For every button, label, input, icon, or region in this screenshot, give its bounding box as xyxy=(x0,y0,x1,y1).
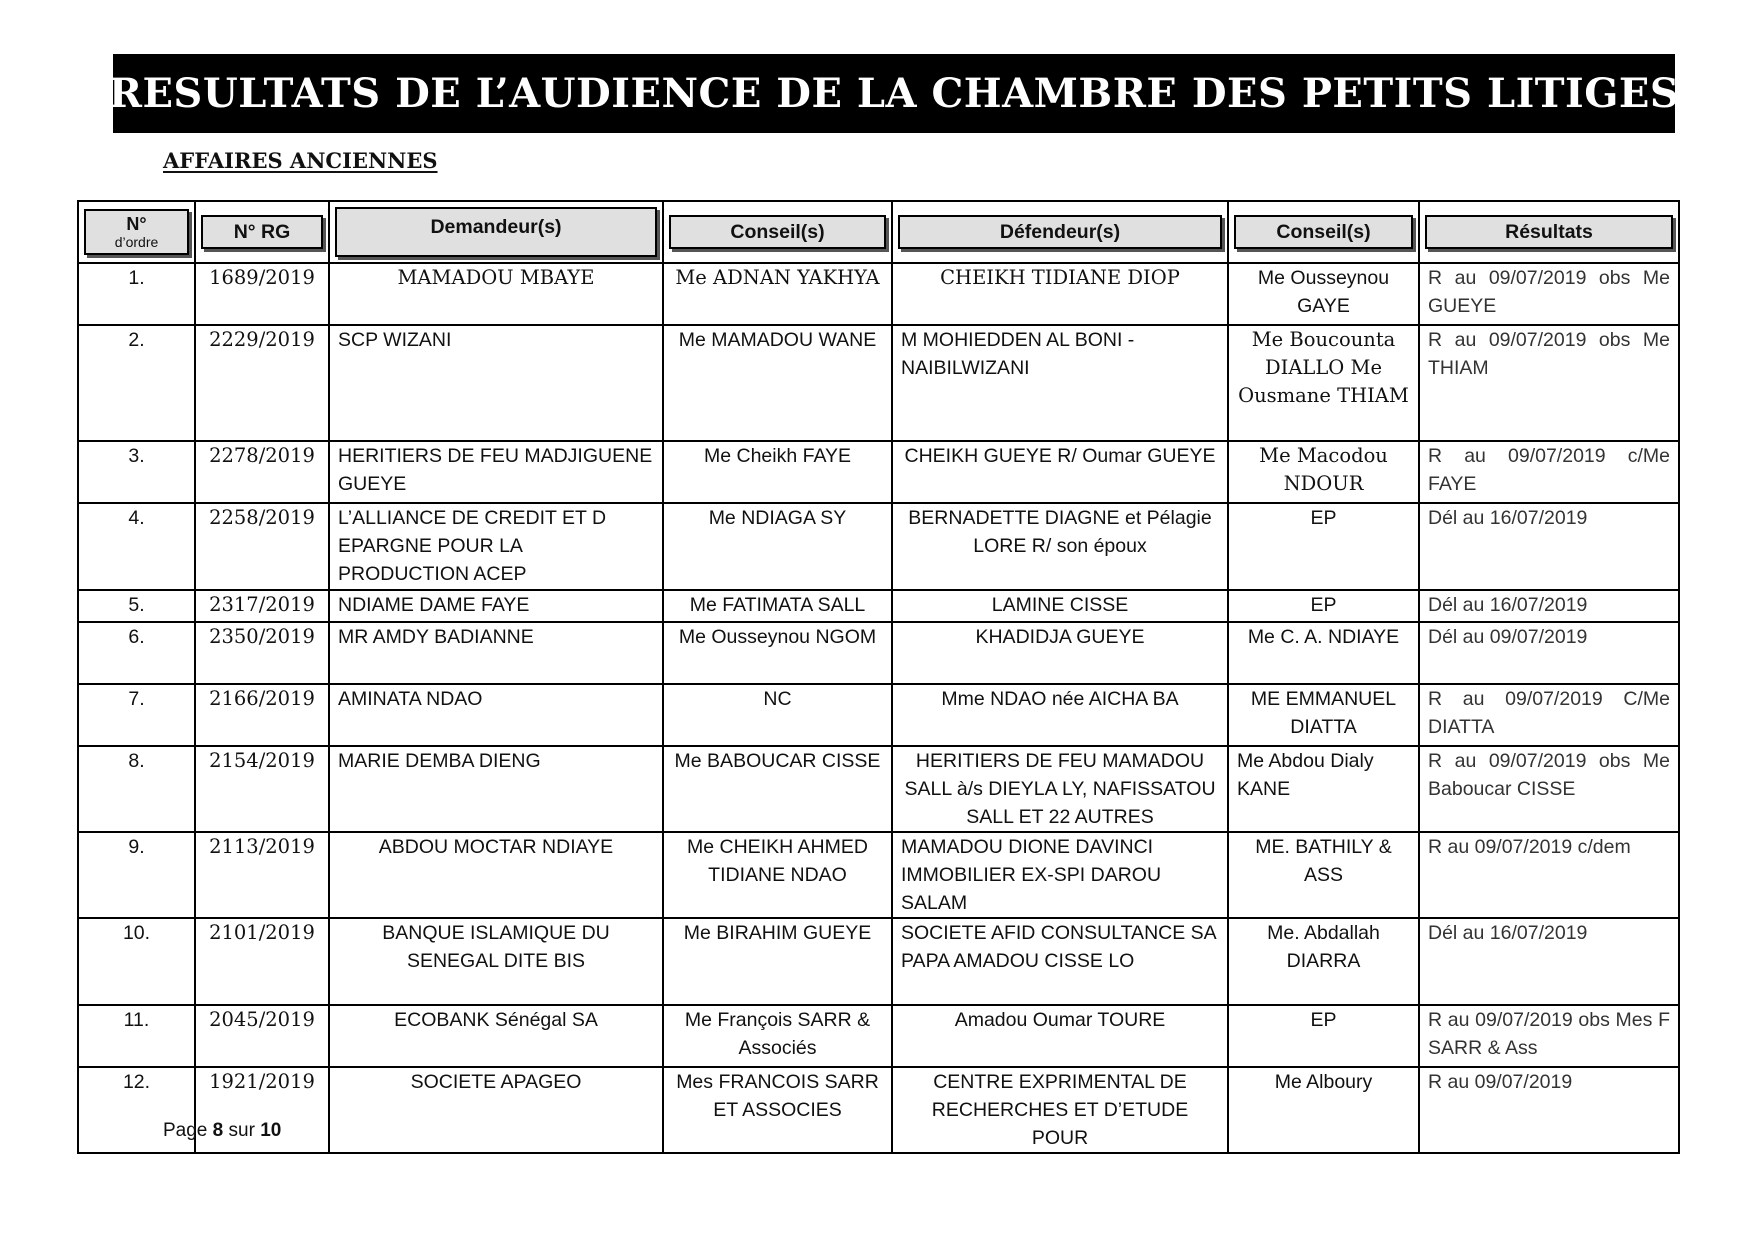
row-demandeur: BANQUE ISLAMIQUE DU SENEGAL DITE BIS xyxy=(329,918,663,1005)
row-resultat: R au 09/07/2019 obs Mes F SARR & Ass xyxy=(1419,1005,1679,1067)
row-demandeur: MAMADOU MBAYE xyxy=(329,263,663,325)
header-rg: N° RG xyxy=(195,201,329,263)
row-defendeur: M MOHIEDDEN AL BONI - NAIBILWIZANI xyxy=(892,325,1228,441)
row-resultat: Dél au 16/07/2019 xyxy=(1419,590,1679,622)
row-defendeur: HERITIERS DE FEU MAMADOU SALL à/s DIEYLA LY, NAFISSATOU SALL ET 22 AUTRES xyxy=(892,746,1228,832)
row-number: 7. xyxy=(78,684,195,746)
table-header-row xyxy=(78,201,1679,263)
table-row xyxy=(78,746,1679,832)
row-demandeur: MR AMDY BADIANNE xyxy=(329,622,663,684)
row-demandeur: HERITIERS DE FEU MADJIGUENE GUEYE xyxy=(329,441,663,503)
table-row xyxy=(78,1067,1679,1153)
row-demandeur: MARIE DEMBA DIENG xyxy=(329,746,663,832)
row-demandeur: ABDOU MOCTAR NDIAYE xyxy=(329,832,663,918)
header-demandeur: Demandeur(s) xyxy=(329,201,663,263)
row-conseil-demandeur: Me BIRAHIM GUEYE xyxy=(663,918,892,1005)
table-row xyxy=(78,684,1679,746)
table-row xyxy=(78,622,1679,684)
header-resultats: Résultats xyxy=(1419,201,1679,263)
footer-of-label: sur xyxy=(228,1120,255,1141)
row-number: 6. xyxy=(78,622,195,684)
row-defendeur: CENTRE EXPRIMENTAL DE RECHERCHES ET D’ETUDE POUR xyxy=(892,1067,1228,1153)
row-conseil-demandeur: Mes FRANCOIS SARR ET ASSOCIES xyxy=(663,1067,892,1153)
table-row xyxy=(78,325,1679,441)
row-defendeur: MAMADOU DIONE DAVINCI IMMOBILIER EX-SPI DAROU SALAM xyxy=(892,832,1228,918)
row-demandeur: L’ALLIANCE DE CREDIT ET D EPARGNE POUR LA PRODUCTION ACEP xyxy=(329,503,663,590)
row-rg: 2045/2019 xyxy=(195,1005,329,1067)
row-rg: 2113/2019 xyxy=(195,832,329,918)
row-rg: 2350/2019 xyxy=(195,622,329,684)
row-resultat: Dél au 09/07/2019 xyxy=(1419,622,1679,684)
row-resultat: R au 09/07/2019 c/dem xyxy=(1419,832,1679,918)
row-number: 4. xyxy=(78,503,195,590)
row-rg: 2258/2019 xyxy=(195,503,329,590)
row-resultat: R au 09/07/2019 C/Me DIATTA xyxy=(1419,684,1679,746)
row-rg: 2229/2019 xyxy=(195,325,329,441)
table-row xyxy=(78,918,1679,1005)
row-number: 12. xyxy=(78,1067,195,1153)
row-number: 1. xyxy=(78,263,195,325)
row-conseil-demandeur: Me BABOUCAR CISSE xyxy=(663,746,892,832)
row-conseil-demandeur: Me FATIMATA SALL xyxy=(663,590,892,622)
row-conseil-defendeur: Me. Abdallah DIARRA xyxy=(1228,918,1419,1005)
table-row xyxy=(78,263,1679,325)
document-banner xyxy=(108,54,1680,133)
row-conseil-defendeur: EP xyxy=(1228,1005,1419,1067)
row-number: 2. xyxy=(78,325,195,441)
row-demandeur: ECOBANK Sénégal SA xyxy=(329,1005,663,1067)
header-conseil-defendeur: Conseil(s) xyxy=(1228,201,1419,263)
footer-total-pages: 10 xyxy=(260,1120,282,1141)
row-conseil-demandeur: Me ADNAN YAKHYA xyxy=(663,263,892,325)
row-demandeur: AMINATA NDAO xyxy=(329,684,663,746)
row-conseil-defendeur: ME EMMANUEL DIATTA xyxy=(1228,684,1419,746)
row-demandeur: SCP WIZANI xyxy=(329,325,663,441)
table-row xyxy=(78,1005,1679,1067)
header-conseil-demandeur: Conseil(s) xyxy=(663,201,892,263)
row-defendeur: SOCIETE AFID CONSULTANCE SA PAPA AMADOU CISSE LO xyxy=(892,918,1228,1005)
row-conseil-defendeur: Me Boucounta DIALLO Me Ousmane THIAM xyxy=(1228,325,1419,441)
footer-page-label: Page xyxy=(163,1120,208,1141)
row-rg: 1689/2019 xyxy=(195,263,329,325)
row-resultat: R au 09/07/2019 obs Me GUEYE xyxy=(1419,263,1679,325)
row-defendeur: BERNADETTE DIAGNE et Pélagie LORE R/ son époux xyxy=(892,503,1228,590)
row-defendeur: Amadou Oumar TOURE xyxy=(892,1005,1228,1067)
row-rg: 2154/2019 xyxy=(195,746,329,832)
row-number: 3. xyxy=(78,441,195,503)
row-conseil-defendeur: Me Abdou Dialy KANE xyxy=(1228,746,1419,832)
row-defendeur: CHEIKH TIDIANE DIOP xyxy=(892,263,1228,325)
page-footer xyxy=(163,1120,281,1142)
row-rg: 2317/2019 xyxy=(195,590,329,622)
table-row xyxy=(78,441,1679,503)
row-conseil-demandeur: Me Cheikh FAYE xyxy=(663,441,892,503)
footer-current-page: 8 xyxy=(212,1120,224,1141)
row-number: 5. xyxy=(78,590,195,622)
table-row xyxy=(78,503,1679,590)
row-rg: 2101/2019 xyxy=(195,918,329,1005)
row-conseil-defendeur: Me Macodou NDOUR xyxy=(1228,441,1419,503)
row-defendeur: CHEIKH GUEYE R/ Oumar GUEYE xyxy=(892,441,1228,503)
results-table xyxy=(77,200,1680,1154)
row-defendeur: Mme NDAO née AICHA BA xyxy=(892,684,1228,746)
row-conseil-demandeur: Me Ousseynou NGOM xyxy=(663,622,892,684)
row-rg: 2278/2019 xyxy=(195,441,329,503)
row-rg: 1921/2019 xyxy=(195,1067,329,1153)
table-row xyxy=(78,590,1679,622)
row-conseil-demandeur: Me François SARR & Associés xyxy=(663,1005,892,1067)
row-defendeur: LAMINE CISSE xyxy=(892,590,1228,622)
row-resultat: Dél au 16/07/2019 xyxy=(1419,918,1679,1005)
row-conseil-demandeur: Me CHEIKH AHMED TIDIANE NDAO xyxy=(663,832,892,918)
row-resultat: R au 09/07/2019 xyxy=(1419,1067,1679,1153)
row-demandeur: SOCIETE APAGEO xyxy=(329,1067,663,1153)
row-number: 9. xyxy=(78,832,195,918)
row-conseil-demandeur: Me MAMADOU WANE xyxy=(663,325,892,441)
row-conseil-defendeur: EP xyxy=(1228,503,1419,590)
row-number: 11. xyxy=(78,1005,195,1067)
section-title: AFFAIRES ANCIENNES xyxy=(163,148,438,173)
row-demandeur: NDIAME DAME FAYE xyxy=(329,590,663,622)
row-conseil-defendeur: ME. BATHILY & ASS xyxy=(1228,832,1419,918)
row-resultat: Dél au 16/07/2019 xyxy=(1419,503,1679,590)
row-conseil-defendeur: Me Alboury xyxy=(1228,1067,1419,1153)
table-row xyxy=(78,832,1679,918)
header-defendeur: Défendeur(s) xyxy=(892,201,1228,263)
row-conseil-defendeur: EP xyxy=(1228,590,1419,622)
row-resultat: R au 09/07/2019 obs Me THIAM xyxy=(1419,325,1679,441)
row-conseil-demandeur: NC xyxy=(663,684,892,746)
header-order: N° d’ordre xyxy=(78,201,195,263)
row-conseil-defendeur: Me C. A. NDIAYE xyxy=(1228,622,1419,684)
row-conseil-demandeur: Me NDIAGA SY xyxy=(663,503,892,590)
document-title: RESULTATS DE L’AUDIENCE DE LA CHAMBRE DES PETITS LITIGES xyxy=(108,70,1680,117)
row-conseil-defendeur: Me Ousseynou GAYE xyxy=(1228,263,1419,325)
row-resultat: R au 09/07/2019 obs Me Baboucar CISSE xyxy=(1419,746,1679,832)
row-rg: 2166/2019 xyxy=(195,684,329,746)
row-defendeur: KHADIDJA GUEYE xyxy=(892,622,1228,684)
row-resultat: R au 09/07/2019 c/Me FAYE xyxy=(1419,441,1679,503)
row-number: 8. xyxy=(78,746,195,832)
row-number: 10. xyxy=(78,918,195,1005)
